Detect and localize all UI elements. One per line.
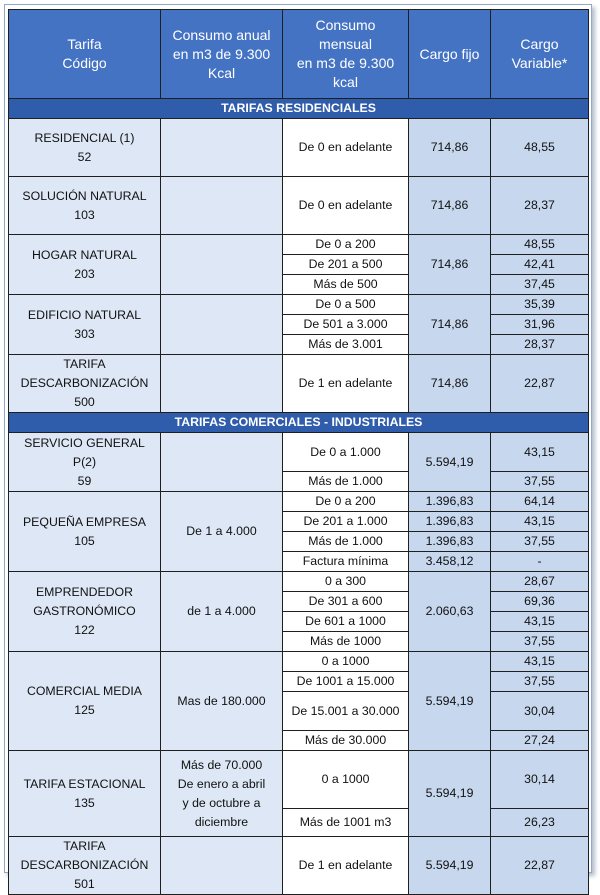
header-tarifa-codigo — [9, 10, 161, 99]
table-row — [9, 235, 589, 255]
text-line: 52 — [77, 149, 92, 164]
text-line: PEQUEÑA EMPRESA — [22, 514, 146, 529]
tariff-table — [8, 9, 589, 895]
cargo-variable-cell: 26,23 — [491, 809, 589, 837]
text-line: Consumo — [315, 17, 376, 33]
header-consumo-anual — [161, 10, 283, 99]
cargo-variable-cell: 48,55 — [491, 119, 589, 177]
monthly-range-cell: De 15.001 a 30.000 — [283, 692, 409, 731]
text-line: DESCARBONIZACIÓN — [20, 376, 149, 390]
text-line: Consumo anual — [172, 26, 271, 43]
text-line: Código — [62, 55, 107, 71]
text-line: 501 — [74, 877, 95, 891]
table-row — [9, 572, 589, 592]
monthly-range-cell: Más de 1.000 — [283, 472, 409, 492]
header-row — [9, 10, 589, 99]
monthly-range-cell: De 0 en adelante — [283, 177, 409, 235]
tariff-name-cell — [9, 652, 161, 751]
monthly-range-cell: 0 a 300 — [283, 572, 409, 592]
section-row — [9, 99, 589, 119]
cargo-variable-cell: 35,39 — [491, 295, 589, 315]
annual-consumption-cell — [161, 652, 283, 751]
table-row — [9, 295, 589, 315]
monthly-range-cell: Más de 500 — [283, 275, 409, 295]
table-row — [9, 177, 589, 235]
header-cargo-fijo: Cargo fijo — [409, 10, 491, 99]
annual-consumption-cell — [161, 295, 283, 355]
annual-consumption-cell — [161, 837, 283, 895]
text-line: HOGAR NATURAL — [32, 247, 137, 262]
monthly-range-cell: De 0 a 1.000 — [283, 433, 409, 472]
monthly-range-cell: De 0 a 200 — [283, 492, 409, 512]
text-line: RESIDENCIAL (1) — [34, 130, 135, 145]
header-consumo-mensual — [283, 10, 409, 99]
cargo-fijo-cell: 714,86 — [409, 295, 491, 355]
text-line: Cargo — [520, 36, 559, 52]
text-line: De enero a abril — [177, 776, 266, 791]
text-line: en m3 de 9.300 — [172, 45, 271, 62]
text-line: Variable* — [511, 55, 568, 71]
annual-consumption-cell — [161, 119, 283, 177]
annual-consumption-cell — [161, 177, 283, 235]
text-line: diciembre — [194, 814, 249, 829]
table-row — [9, 433, 589, 472]
monthly-range-cell: De 0 en adelante — [283, 119, 409, 177]
cargo-variable-cell: 37,55 — [491, 632, 589, 652]
monthly-range-cell: De 0 a 200 — [283, 235, 409, 255]
tariff-name-cell — [9, 433, 161, 492]
cargo-variable-cell: 48,55 — [491, 235, 589, 255]
text-line: SOLUCIÓN NATURAL — [22, 188, 147, 203]
text-line: TARIFA — [63, 357, 106, 371]
section-title: TARIFAS COMERCIALES - INDUSTRIALES — [9, 413, 589, 433]
text-line: 125 — [74, 703, 95, 717]
text-line: mensual — [319, 36, 372, 52]
cargo-variable-cell: 28,37 — [491, 335, 589, 355]
cargo-variable-cell: 30,14 — [491, 751, 589, 809]
monthly-range-cell: De 1 en adelante — [283, 355, 409, 413]
cargo-fijo-cell: 5.594,19 — [409, 652, 491, 751]
monthly-range-cell: De 601 a 1000 — [283, 612, 409, 632]
tariff-name-cell — [9, 235, 161, 295]
text-line: TARIFA ESTACIONAL — [23, 776, 146, 791]
cargo-variable-cell: 31,96 — [491, 315, 589, 335]
cargo-variable-cell: 37,55 — [491, 532, 589, 552]
monthly-range-cell: De 1 en adelante — [283, 837, 409, 895]
monthly-range-cell: 0 a 1000 — [283, 652, 409, 672]
text-line: kcal — [333, 74, 358, 90]
cargo-variable-cell: 22,87 — [491, 355, 589, 413]
text-line: 135 — [74, 795, 95, 810]
monthly-range-cell: De 1001 a 15.000 — [283, 672, 409, 692]
table-row — [9, 119, 589, 177]
monthly-range-cell: Más de 1000 — [283, 632, 409, 652]
cargo-fijo-cell: 5.594,19 — [409, 433, 491, 492]
text-line: De 1 a 4.000 — [186, 524, 257, 538]
annual-consumption-cell — [161, 751, 283, 837]
text-line: 122 — [74, 623, 95, 637]
table-body — [9, 99, 589, 895]
cargo-variable-cell: 42,41 — [491, 255, 589, 275]
text-line: TARIFA — [63, 839, 106, 853]
cargo-variable-cell: 28,67 — [491, 572, 589, 592]
text-line: EMPRENDEDOR — [35, 585, 134, 599]
tariff-name-cell — [9, 837, 161, 895]
text-line: EDIFICIO NATURAL — [27, 307, 142, 322]
cargo-fijo-cell: 2.060,63 — [409, 572, 491, 652]
monthly-range-cell: De 0 a 500 — [283, 295, 409, 315]
cargo-fijo-cell: 5.594,19 — [409, 751, 491, 837]
cargo-variable-cell: 28,37 — [491, 177, 589, 235]
monthly-range-cell: Más de 1.000 — [283, 532, 409, 552]
monthly-range-cell: Más de 3.001 — [283, 335, 409, 355]
cargo-fijo-cell: 5.594,19 — [409, 837, 491, 895]
cargo-fijo-cell: 1.396,83 — [409, 512, 491, 532]
cargo-fijo-cell: 714,86 — [409, 235, 491, 295]
text-line: 203 — [74, 266, 95, 281]
text-line: 59 — [77, 473, 92, 488]
cargo-variable-cell: - — [491, 552, 589, 572]
table-row — [9, 751, 589, 809]
monthly-range-cell: De 501 a 3.000 — [283, 315, 409, 335]
cargo-variable-cell: 27,24 — [491, 731, 589, 751]
cargo-fijo-cell: 714,86 — [409, 177, 491, 235]
cargo-variable-cell: 43,15 — [491, 512, 589, 532]
text-line: Tarifa — [67, 36, 102, 52]
text-line: de 1 a 4.000 — [187, 604, 256, 618]
cargo-fijo-cell: 714,86 — [409, 355, 491, 413]
tariff-name-cell — [9, 295, 161, 355]
text-line: 103 — [74, 207, 95, 222]
tariff-name-cell — [9, 572, 161, 652]
cargo-variable-cell: 37,45 — [491, 275, 589, 295]
monthly-range-cell: Más de 30.000 — [283, 731, 409, 751]
text-line: 500 — [74, 395, 95, 409]
cargo-variable-cell: 43,15 — [491, 652, 589, 672]
cargo-variable-cell: 43,15 — [491, 433, 589, 472]
monthly-range-cell: De 201 a 1.000 — [283, 512, 409, 532]
monthly-range-cell: Factura mínima — [283, 552, 409, 572]
cargo-variable-cell: 69,36 — [491, 592, 589, 612]
cargo-variable-cell: 37,55 — [491, 472, 589, 492]
annual-consumption-cell — [161, 433, 283, 492]
cargo-fijo-cell: 1.396,83 — [409, 532, 491, 552]
table-row — [9, 652, 589, 672]
cargo-variable-cell: 64,14 — [491, 492, 589, 512]
tariff-name-cell — [9, 119, 161, 177]
monthly-range-cell: De 201 a 500 — [283, 255, 409, 275]
table-row — [9, 492, 589, 512]
text-line: en m3 de 9.300 — [296, 55, 395, 71]
text-line: DESCARBONIZACIÓN — [20, 858, 149, 872]
section-row — [9, 413, 589, 433]
cargo-fijo-cell: 1.396,83 — [409, 492, 491, 512]
text-line: Mas de 180.000 — [177, 693, 266, 708]
tariff-name-cell — [9, 492, 161, 572]
text-line: 105 — [74, 533, 95, 548]
tariff-name-cell — [9, 751, 161, 837]
text-line: y de octubre a — [182, 795, 261, 810]
text-line: GASTRONÓMICO — [33, 604, 136, 618]
cargo-variable-cell: 22,87 — [491, 837, 589, 895]
text-line: Kcal — [207, 64, 236, 81]
cargo-variable-cell: 37,55 — [491, 672, 589, 692]
text-line: COMERCIAL MEDIA — [26, 684, 142, 698]
annual-consumption-cell — [161, 235, 283, 295]
section-title: TARIFAS RESIDENCIALES — [9, 99, 589, 119]
text-line: SERVICIO GENERAL — [24, 435, 145, 450]
text-line: 303 — [74, 326, 95, 341]
annual-consumption-cell — [161, 572, 283, 652]
tariff-name-cell — [9, 177, 161, 235]
tariff-name-cell — [9, 355, 161, 413]
cargo-fijo-cell: 714,86 — [409, 119, 491, 177]
annual-consumption-cell — [161, 355, 283, 413]
text-line: Más de 70.000 — [180, 757, 263, 772]
header-cargo-variable — [491, 10, 589, 99]
table-row — [9, 355, 589, 413]
monthly-range-cell: 0 a 1000 — [283, 751, 409, 809]
cargo-fijo-cell: 3.458,12 — [409, 552, 491, 572]
text-line: P(2) — [72, 454, 97, 469]
cargo-variable-cell: 43,15 — [491, 612, 589, 632]
cargo-variable-cell: 30,04 — [491, 692, 589, 731]
monthly-range-cell: Más de 1001 m3 — [283, 809, 409, 837]
table-row — [9, 837, 589, 895]
annual-consumption-cell — [161, 492, 283, 572]
monthly-range-cell: De 301 a 600 — [283, 592, 409, 612]
